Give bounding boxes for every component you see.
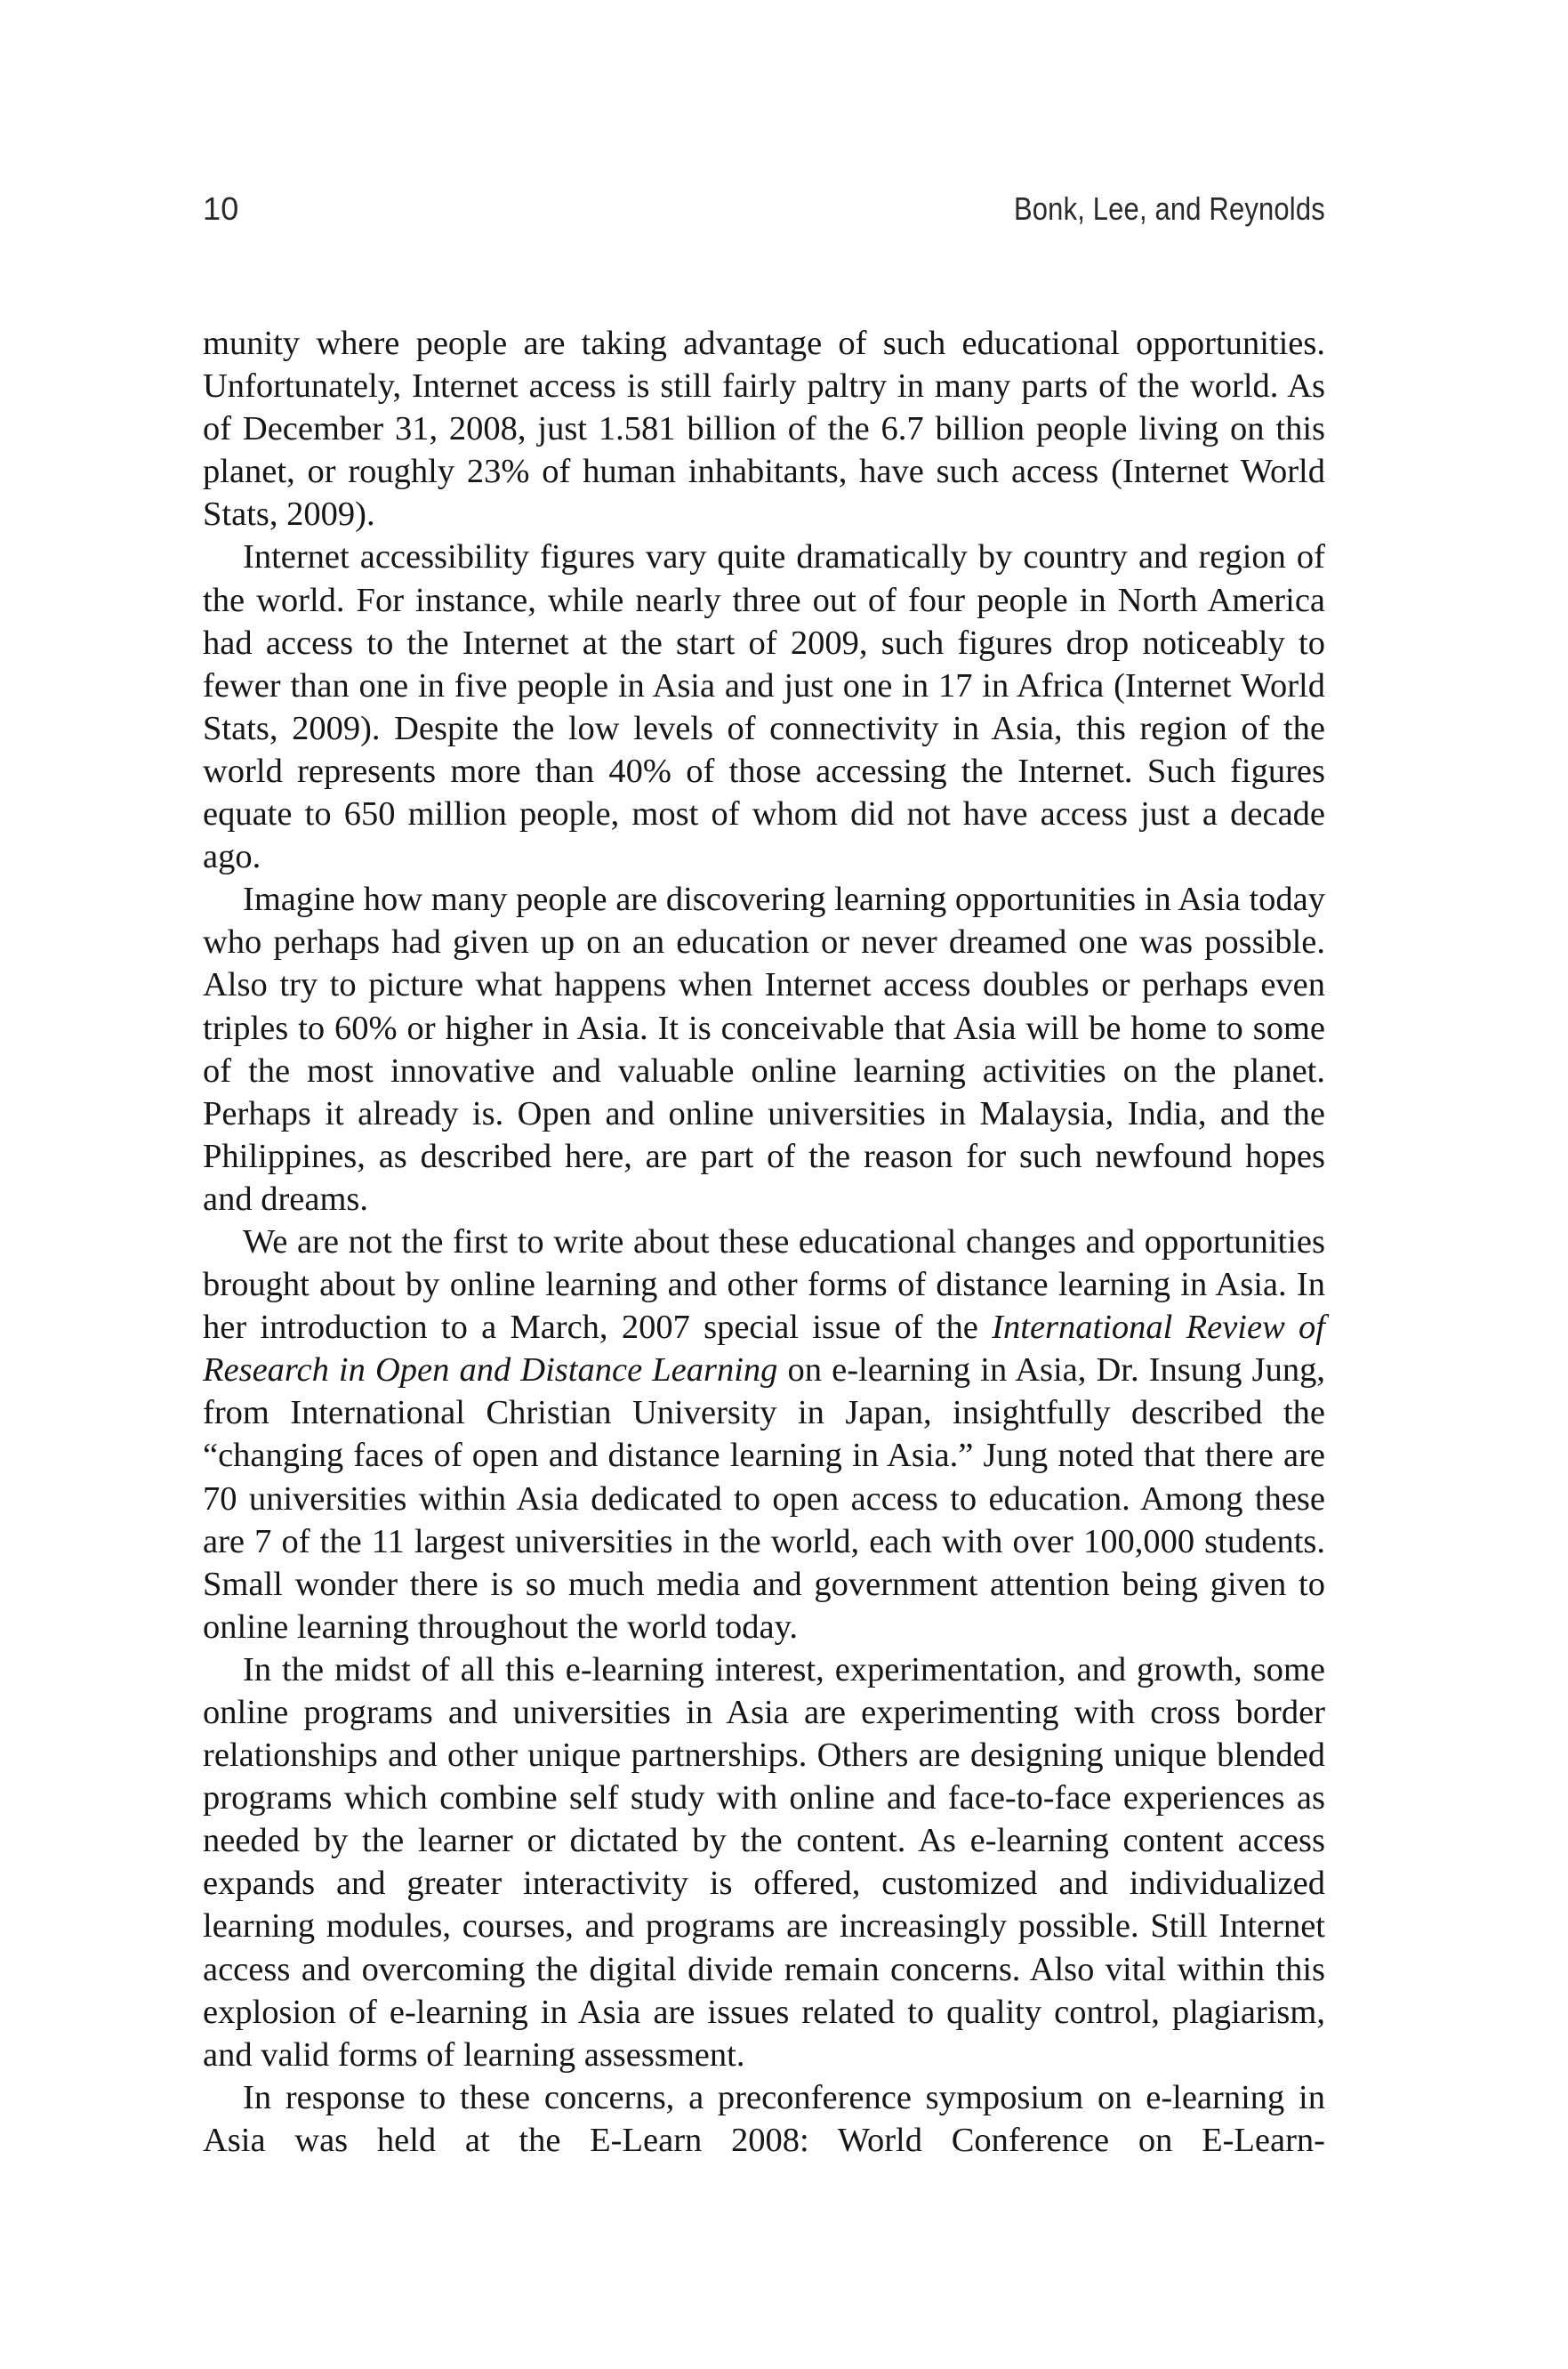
body-text [203, 322, 1325, 2162]
page-number: 10 [203, 190, 239, 227]
running-header [203, 190, 1325, 237]
paragraph-4-text-end: on e-learning in Asia, Dr. Insung Jung, from International Christian University in Japan, insightfully described the “changing faces of open and distance learning in Asia.” Jung noted that there are 70 universities within Asia dedicated to open access to education. Among these are 7 of the 11 largest universities in the world, each with over 100,000 students. Small wonder there is so much media and government attention being given to online learning throughout the world today. [203, 1351, 1325, 1646]
paragraph-4 [203, 1221, 1325, 1648]
paragraph-4-text-start: We are not the first to write about these educational changes and opportunities brought about by online learning and other forms of distance learning in Asia. In her introduction to a March, 2007 special issue of the [203, 1222, 1325, 1347]
paragraph-1: munity where people are taking advantage of such educational opportunities. Unfortunately, Internet access is still fairly paltry in many parts of the world. As of December 31, 2008, just 1.581 billion of the 6.7 billion people living on this planet, or roughly 23% of human inhabitants, have such access (Internet World Stats, 2009). [203, 325, 1325, 534]
paragraph-2: Internet accessibility figures vary quite dramatically by country and region of the world. For instance, while nearly three out of four people in North America had access to the Internet at the start of 2009, such figures drop noticeably to fewer than one in five people in Asia and just one in 17 in Africa (Internet World Stats, 2009). Despite the low levels of connectivity in Asia, this region of the world represents more than 40% of those accessing the Internet. Such figures equate to 650 million people, most of whom did not have access just a decade ago. [203, 538, 1325, 876]
running-title: Bonk, Lee, and Reynolds [1014, 190, 1325, 227]
paragraph-3: Imagine how many people are discovering learning opportunities in Asia today who perhaps had given up on an education or never dreamed one was possible. Also try to picture what happens when Internet access doubles or perhaps even triples to 60% or higher in Asia. It is conceivable that Asia will be home to some of the most innovative and valuable online learning activities on the planet. Perhaps it already is. Open and online universities in Malaysia, India, and the Philippines, as described here, are part of the reason for such newfound hopes and dreams. [203, 881, 1325, 1218]
paragraph-6: In response to these concerns, a preconference symposium on e-learning in Asia was held at the E-Learn 2008: World Conference on E-Learn- [203, 2078, 1325, 2159]
journal-title: International Review of Research in Open and Distance Learning [203, 1309, 1325, 1390]
paragraph-5: In the midst of all this e-learning interest, experimentation, and growth, some online programs and universities in Asia are experimenting with cross border relationships and other unique partnerships. Others are designing unique blended programs which combine self study with online and face-to-face experiences as needed by the learner or dictated by the content. As e-learning content access expands and greater interactivity is offered, customized and individualized learning modules, courses, and programs are increasingly possible. Still Internet access and overcoming the digital divide remain concerns. Also vital within this explosion of e-learning in Asia are issues related to quality control, plagiarism, and valid forms of learning assessment. [203, 1650, 1325, 2074]
